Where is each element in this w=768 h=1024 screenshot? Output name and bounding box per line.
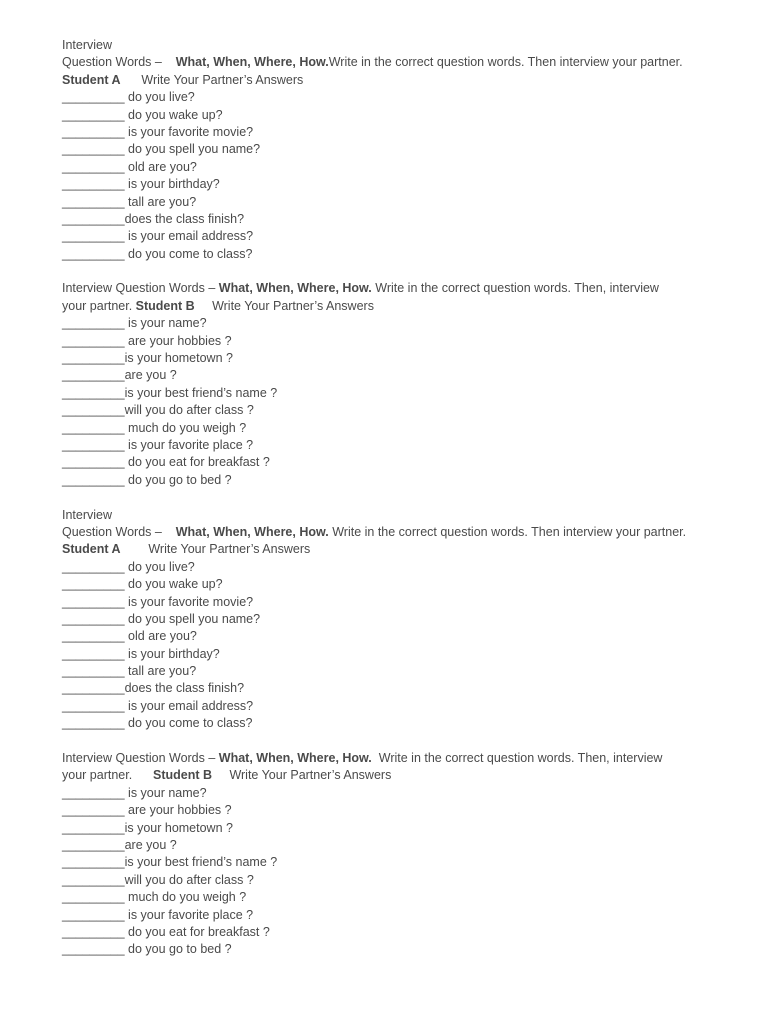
question-item <box>62 872 722 889</box>
question-item <box>62 211 722 228</box>
answer-blank[interactable]: _________ <box>62 924 125 939</box>
question-item <box>62 802 722 819</box>
question-text: are your hobbies ? <box>124 803 232 818</box>
question-item <box>62 333 722 350</box>
answer-blank[interactable]: _________ <box>62 646 125 661</box>
question-words-label: Question Words – <box>62 55 176 70</box>
student-label: Student A <box>62 542 121 557</box>
instruction-text: Write in the correct question words. Then interview your partner. <box>332 524 687 539</box>
answer-blank[interactable]: _________ <box>62 698 125 713</box>
question-text: will you do after class ? <box>124 403 254 418</box>
question-text: is your name? <box>124 316 207 331</box>
question-text: are your hobbies ? <box>124 333 232 348</box>
question-item <box>62 646 722 663</box>
section-title: Interview <box>62 38 113 52</box>
answer-blank[interactable]: _________ <box>62 820 125 835</box>
question-text: is your birthday? <box>124 177 220 192</box>
question-text: old are you? <box>124 159 197 174</box>
answer-blank[interactable]: _________ <box>62 907 125 922</box>
question-item <box>62 89 722 106</box>
question-item <box>62 559 722 576</box>
question-text: does the class finish? <box>124 211 245 226</box>
instruction-line <box>62 280 722 297</box>
answer-blank[interactable]: _________ <box>62 368 125 383</box>
instruction-text-cont: your partner. <box>62 298 136 313</box>
question-item <box>62 785 722 802</box>
worksheet-page <box>62 37 722 976</box>
question-item <box>62 854 722 871</box>
question-text: do you come to class? <box>124 716 253 731</box>
question-item <box>62 350 722 367</box>
instruction-text-cont: your partner. <box>62 768 136 783</box>
question-item <box>62 680 722 697</box>
answer-blank[interactable]: _________ <box>62 559 125 574</box>
question-text: is your favorite movie? <box>124 594 254 609</box>
student-label: Student A <box>62 72 121 87</box>
question-text: do you eat for breakfast ? <box>124 924 270 939</box>
question-text: old are you? <box>124 629 197 644</box>
answer-blank[interactable]: _________ <box>62 107 125 122</box>
question-item <box>62 159 722 176</box>
question-item <box>62 611 722 628</box>
question-item <box>62 141 722 158</box>
answer-blank[interactable]: _________ <box>62 211 125 226</box>
answer-blank[interactable]: _________ <box>62 420 125 435</box>
question-text: do you spell you name? <box>124 611 261 626</box>
question-text: is your favorite movie? <box>124 124 254 139</box>
question-item <box>62 698 722 715</box>
question-item <box>62 176 722 193</box>
question-text: is your best friend’s name ? <box>124 855 278 870</box>
answer-blank[interactable]: _________ <box>62 890 125 905</box>
instruction-line <box>62 54 722 71</box>
answer-blank[interactable]: _________ <box>62 437 125 452</box>
student-line <box>62 72 722 89</box>
section-student-b-1 <box>62 280 722 489</box>
question-item <box>62 628 722 645</box>
student-label: Student B <box>153 768 213 783</box>
question-text: is your hometown ? <box>124 351 233 366</box>
instruction-line <box>62 524 722 541</box>
question-item <box>62 576 722 593</box>
question-item <box>62 594 722 611</box>
answers-label: Write Your Partner’s Answers <box>229 768 392 783</box>
answer-blank[interactable]: _________ <box>62 229 125 244</box>
question-list <box>62 89 722 263</box>
question-text: is your favorite place ? <box>124 907 254 922</box>
answer-blank[interactable]: _________ <box>62 472 125 487</box>
student-line <box>62 767 722 784</box>
question-item <box>62 367 722 384</box>
question-item <box>62 385 722 402</box>
answer-blank[interactable]: _________ <box>62 194 125 209</box>
answer-blank[interactable]: _________ <box>62 664 125 679</box>
question-words: What, When, Where, How. <box>175 55 329 70</box>
answer-blank[interactable]: _________ <box>62 855 125 870</box>
question-words: What, When, Where, How. <box>175 524 329 539</box>
question-words: What, When, Where, How. <box>218 281 372 296</box>
question-text: tall are you? <box>124 664 197 679</box>
question-text: do you live? <box>124 90 195 105</box>
instruction-text: Write in the correct question words. Then interview your partner. <box>328 55 683 70</box>
answers-label: Write Your Partner’s Answers <box>148 542 311 557</box>
question-item <box>62 837 722 854</box>
section-student-a-1 <box>62 37 722 263</box>
answer-blank[interactable]: _________ <box>62 577 125 592</box>
answer-blank[interactable]: _________ <box>62 403 125 418</box>
question-item <box>62 889 722 906</box>
question-item <box>62 907 722 924</box>
section-student-a-2 <box>62 507 722 733</box>
instruction-text: Write in the correct question words. Then, interview <box>375 751 663 766</box>
answer-blank[interactable]: _________ <box>62 159 125 174</box>
question-text: much do you weigh ? <box>124 890 247 905</box>
question-text: does the class finish? <box>124 681 245 696</box>
question-text: do you go to bed ? <box>124 472 232 487</box>
answer-blank[interactable]: _________ <box>62 837 125 852</box>
answer-blank[interactable]: _________ <box>62 629 125 644</box>
question-words-label: Question Words – <box>62 524 176 539</box>
question-text: do you go to bed ? <box>124 942 232 957</box>
student-line <box>62 541 722 558</box>
question-text: tall are you? <box>124 194 197 209</box>
question-item <box>62 715 722 732</box>
answer-blank[interactable]: _________ <box>62 177 125 192</box>
question-text: is your best friend’s name ? <box>124 385 278 400</box>
question-item <box>62 228 722 245</box>
answer-blank[interactable]: _________ <box>62 385 125 400</box>
question-words-label: Interview Question Words – <box>62 281 219 296</box>
instruction-text: Write in the correct question words. Then, interview <box>371 281 659 296</box>
question-item <box>62 420 722 437</box>
question-text: is your hometown ? <box>124 820 233 835</box>
question-item <box>62 124 722 141</box>
question-text: are you ? <box>124 368 177 383</box>
question-text: do you come to class? <box>124 246 253 261</box>
answer-blank[interactable]: _________ <box>62 455 125 470</box>
question-list <box>62 559 722 733</box>
question-text: do you eat for breakfast ? <box>124 455 270 470</box>
instruction-line <box>62 750 722 767</box>
question-words: What, When, Where, How. <box>218 751 372 766</box>
question-text: do you spell you name? <box>124 142 261 157</box>
student-label: Student B <box>135 298 195 313</box>
question-item <box>62 194 722 211</box>
answer-blank[interactable]: _________ <box>62 333 125 348</box>
question-item <box>62 924 722 941</box>
section-student-b-2 <box>62 750 722 959</box>
question-text: is your name? <box>124 785 207 800</box>
answer-blank[interactable]: _________ <box>62 785 125 800</box>
question-item <box>62 315 722 332</box>
answer-blank[interactable]: _________ <box>62 803 125 818</box>
answer-blank[interactable]: _________ <box>62 611 125 626</box>
answer-blank[interactable]: _________ <box>62 246 125 261</box>
answer-blank[interactable]: _________ <box>62 872 125 887</box>
answer-blank[interactable]: _________ <box>62 594 125 609</box>
answers-label: Write Your Partner’s Answers <box>212 298 374 313</box>
question-text: is your favorite place ? <box>124 437 254 452</box>
answer-blank[interactable]: _________ <box>62 90 125 105</box>
question-text: will you do after class ? <box>124 872 254 887</box>
question-list <box>62 315 722 489</box>
question-text: do you wake up? <box>124 577 223 592</box>
question-item <box>62 246 722 263</box>
question-list <box>62 785 722 959</box>
question-item <box>62 820 722 837</box>
answers-label: Write Your Partner’s Answers <box>141 72 304 87</box>
student-line <box>62 298 722 315</box>
question-item <box>62 107 722 124</box>
question-item <box>62 454 722 471</box>
answer-blank[interactable]: _________ <box>62 316 125 331</box>
question-item <box>62 663 722 680</box>
question-text: do you live? <box>124 559 195 574</box>
question-text: is your email address? <box>124 229 254 244</box>
question-text: is your email address? <box>124 698 254 713</box>
answer-blank[interactable]: _________ <box>62 942 125 957</box>
question-text: much do you weigh ? <box>124 420 247 435</box>
answer-blank[interactable]: _________ <box>62 124 125 139</box>
answer-blank[interactable]: _________ <box>62 142 125 157</box>
question-item <box>62 472 722 489</box>
question-text: do you wake up? <box>124 107 223 122</box>
question-text: is your birthday? <box>124 646 220 661</box>
answer-blank[interactable]: _________ <box>62 716 125 731</box>
answer-blank[interactable]: _________ <box>62 681 125 696</box>
answer-blank[interactable]: _________ <box>62 351 125 366</box>
question-text: are you ? <box>124 837 177 852</box>
question-item <box>62 402 722 419</box>
question-words-label: Interview Question Words – <box>62 751 219 766</box>
section-title: Interview <box>62 507 113 522</box>
question-item <box>62 941 722 958</box>
question-item <box>62 437 722 454</box>
